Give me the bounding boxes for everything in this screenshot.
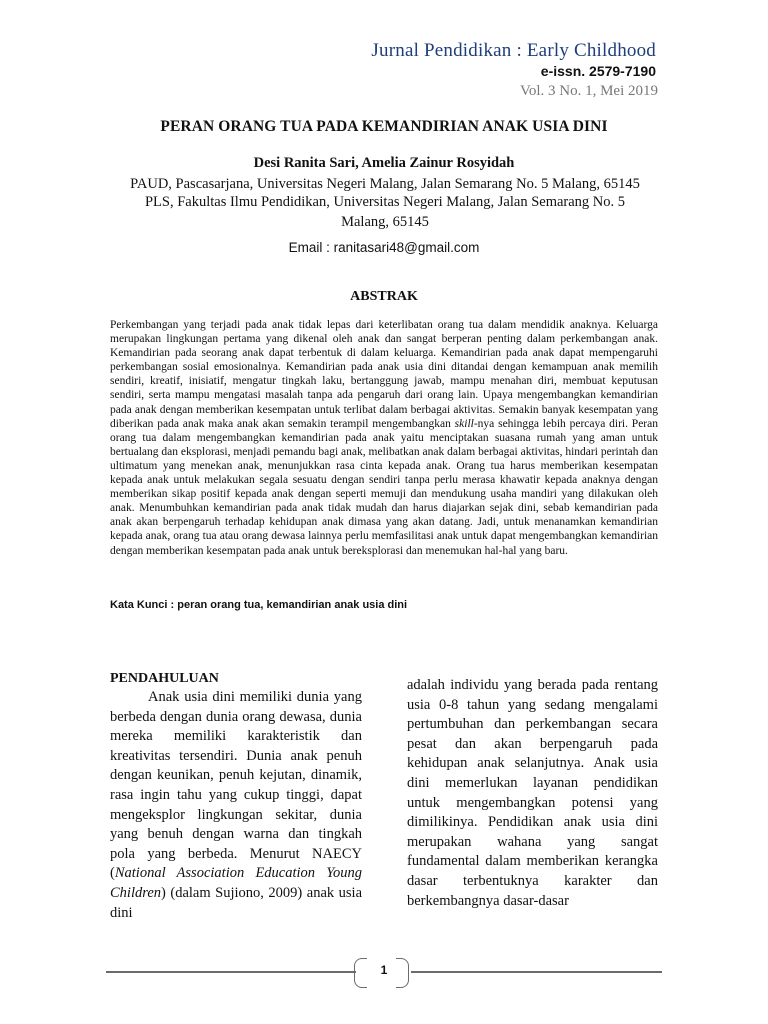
issn-number: e-issn. 2579-7190 bbox=[540, 63, 656, 79]
body-column-right bbox=[407, 676, 658, 911]
abstract-italic-term: skill bbox=[454, 417, 474, 430]
footer-rule-left bbox=[106, 971, 356, 973]
journal-name: Jurnal Pendidikan : Early Childhood bbox=[371, 40, 656, 61]
page-number-bracket-left bbox=[354, 958, 367, 988]
body-column-left bbox=[110, 669, 362, 923]
abstract-body bbox=[110, 318, 658, 558]
intro-paragraph-left bbox=[110, 688, 362, 923]
article-authors: Desi Ranita Sari, Amelia Zainur Rosyidah bbox=[253, 155, 515, 171]
intro-paragraph-right: adalah individu yang berada pada rentang usia 0-8 tahun yang sedang mengalami pertumbuhan dan perkembangan secara pesat dan akan berpengaruh pada kehidupan anak selanjutnya. Anak usia dini memerlukan layanan pendidikan untuk mengembangkan potensi yang dimilikinya. Pendidikan anak usia dini merupakan wahana yang sangat fundamental dalam memberikan kerangka dasar terbentuknya karakter dan berkembangnya dasar-dasar bbox=[407, 677, 658, 909]
intro-left-part-1: Anak usia dini memiliki dunia yang berbeda dengan dunia orang dewasa, dunia mereka memiliki karakteristik dan kreativitas tersendiri. Dunia anak penuh dengan keunikan, penuh kejutan, dinamik, rasa ingin tahu yang cukup tinggi, dapat mengeksplor lingkungan sekitar, dunia yang benuh dengan warna dan tingkah pola yang berbeda. Menurut NAECY ( bbox=[110, 689, 362, 882]
abstract-heading: ABSTRAK bbox=[350, 289, 418, 304]
keywords bbox=[110, 599, 407, 611]
intro-italic-term: National Association Education Young Children bbox=[110, 865, 362, 901]
page-number: 1 bbox=[380, 963, 388, 977]
affiliation-1: PAUD, Pascasarjana, Universitas Negeri Malang, Jalan Semarang No. 5 Malang, 65145 bbox=[130, 176, 640, 192]
keywords-value: peran orang tua, kemandirian anak usia dini bbox=[177, 599, 408, 611]
article-title: PERAN ORANG TUA PADA KEMANDIRIAN ANAK USIA DINI bbox=[160, 118, 608, 135]
intro-left-part-2: ) (dalam Sujiono, 2009) anak usia dini bbox=[110, 884, 362, 921]
abstract-text-part-2: -nya sehingga lebih percaya diri. Peran orang tua dalam mengembangkan kemandirian pada anak yaitu menciptakan suasana rumah yang aman untuk bertualang dan eksplorasi, menjadi pemandu bagi anak, melibatkan anak dalam berbagai aktivitas, hindari perintah dan ultimatum yang menekan anak, menunjukkan rasa cinta kepada anak. Orang tua harus memberikan kesempatan kepada anak untuk melakukan segala sesuatu dengan sendiri tanpa perlu merasa khawatir kepada anaknya dengan memberikan sikap positif kepada anak dengan seperti memuji dan mendukung usaha mandiri yang dilakukan oleh anak. Menumbuhkan kemandirian pada anak tidak mudah dan harus diajarkan sejak dini, sebab kemandirian pada anak akan berpengaruh terhadap kehidupan anak dimasa yang akan datang. Jadi, untuk menanamkan kemandirian kepada anak, orang tua atau orang dewasa lainnya perlu memfasilitasi anak untuk dapat mengembangkan kemandirian dengan memberikan kesempatan pada anak untuk bereksplorasi dan menemukan hal-hal yang baru. bbox=[110, 417, 658, 557]
keywords-label: Kata Kunci : bbox=[110, 599, 178, 611]
section-heading-pendahuluan: PENDAHULUAN bbox=[110, 671, 219, 686]
author-email: Email : ranitasari48@gmail.com bbox=[288, 240, 480, 255]
affiliation-2: PLS, Fakultas Ilmu Pendidikan, Universitas Negeri Malang, Jalan Semarang No. 5 Malang, 65145 bbox=[144, 194, 626, 230]
abstract-text-part-1: Perkembangan yang terjadi pada anak tidak lepas dari keterlibatan orang tua dalam mendidik anaknya. Keluarga merupakan lingkungan pertama yang dikenal oleh anak dan sangat berperan penting dalam perkembangan anak. Kemandirian pada seorang anak dapat terbentuk di dalam keluarga. Kemandirian pada anak dapat mempengaruhi perkembangan sosial emosionalnya. Kemandirian pada anak usia dini ditandai dengan kemampuan anak memilih sendiri, kreatif, inisiatif, mengatur tingkah laku, bertanggung jawab, mampu menahan diri, membuat keputusan sendiri, serta mampu mengatasi masalah tanpa ada pengaruh dari orang lain. Upaya mengembangkan kemandirian pada anak dengan memberikan kesempatan untuk terlibat dalam berbagai aktivitas. Semakin banyak kesempatan yang diberikan pada anak maka anak akan semakin terampil mengembangkan bbox=[110, 319, 658, 430]
volume-info: Vol. 3 No. 1, Mei 2019 bbox=[519, 83, 658, 99]
footer-rule-right bbox=[411, 971, 662, 973]
